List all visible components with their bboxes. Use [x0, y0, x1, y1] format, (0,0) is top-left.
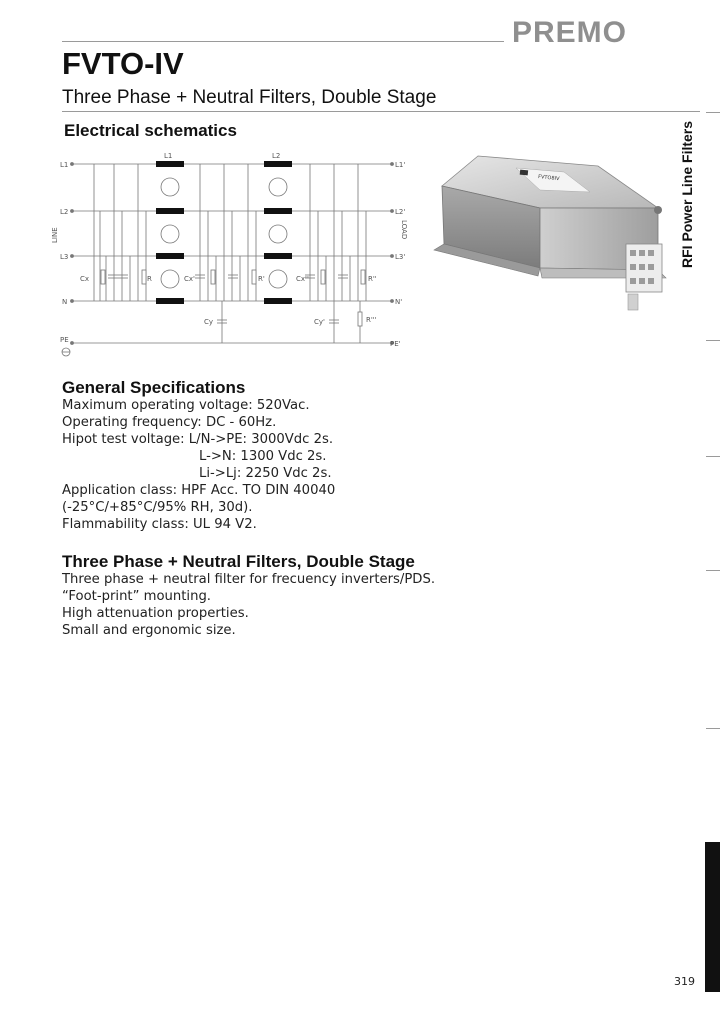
- features-list: [62, 571, 435, 639]
- general-specs-list: [62, 397, 335, 533]
- component-label: R'': [368, 275, 377, 283]
- component-label: Cy: [204, 318, 214, 326]
- component-label: R: [147, 275, 152, 283]
- product-photo: [430, 148, 670, 328]
- schematic-heading: Electrical schematics: [64, 121, 237, 140]
- spec-line: Operating frequency: DC - 60Hz.: [62, 415, 277, 430]
- side-divider: [706, 112, 720, 113]
- inductor-label: L1: [164, 152, 173, 160]
- terminal-label: PE': [390, 340, 401, 348]
- component-label: Cx'': [296, 275, 309, 283]
- feature-line: Three phase + neutral filter for frecuency inverters/PDS.: [62, 572, 436, 587]
- brand-logo: PREMO: [512, 16, 628, 49]
- spec-line: Hipot test voltage: L/N->PE: 3000Vdc 2s.: [62, 432, 334, 447]
- section-tab: [705, 842, 720, 992]
- component-label: R''': [366, 316, 377, 324]
- side-divider: [706, 728, 720, 729]
- product-label: FVTO8IV: [537, 174, 560, 183]
- header-rule: [62, 41, 504, 42]
- side-divider: [706, 340, 720, 341]
- feature-line: “Foot-print” mounting.: [62, 589, 212, 604]
- terminal-label: N: [62, 298, 68, 306]
- terminal-label: L2': [395, 208, 406, 216]
- terminal-label: PE: [60, 336, 69, 344]
- spec-line: Application class: HPF Acc. TO DIN 40040: [62, 483, 336, 498]
- page-title: FVTO-IV: [62, 46, 184, 81]
- feature-line: High attenuation properties.: [62, 606, 249, 621]
- component-label: Cx: [80, 275, 90, 283]
- electrical-schematic: [51, 150, 408, 360]
- inductor-label: L2: [272, 152, 281, 160]
- side-divider: [706, 456, 720, 457]
- component-label: Cx': [184, 275, 195, 283]
- terminal-label: N': [395, 298, 403, 306]
- page-number: 319: [674, 975, 695, 988]
- features-heading: Three Phase + Neutral Filters, Double Stage: [62, 552, 415, 571]
- page-subtitle: Three Phase + Neutral Filters, Double Stage: [62, 87, 437, 108]
- terminal-label: L1': [395, 161, 406, 169]
- terminal-label: L1: [60, 161, 69, 169]
- line-side-label: LINE: [51, 227, 59, 243]
- side-category-label: RFI Power Line Filters: [679, 120, 695, 268]
- terminal-label: L3: [60, 253, 69, 261]
- spec-line: Li->Lj: 2250 Vdc 2s.: [199, 466, 332, 481]
- general-specs-heading: General Specifications: [62, 378, 246, 397]
- spec-line: L->N: 1300 Vdc 2s.: [199, 449, 327, 464]
- spec-line: (-25°C/+85°C/95% RH, 30d).: [62, 500, 253, 515]
- load-side-label: LOAD: [400, 220, 408, 240]
- side-divider: [706, 570, 720, 571]
- feature-line: Small and ergonomic size.: [62, 623, 236, 638]
- subtitle-rule: [62, 111, 700, 112]
- terminal-label: L2: [60, 208, 69, 216]
- spec-line: Flammability class: UL 94 V2.: [62, 517, 257, 532]
- component-label: Cy': [314, 318, 325, 326]
- terminal-label: L3': [395, 253, 406, 261]
- spec-line: Maximum operating voltage: 520Vac.: [62, 398, 310, 413]
- component-label: R': [258, 275, 265, 283]
